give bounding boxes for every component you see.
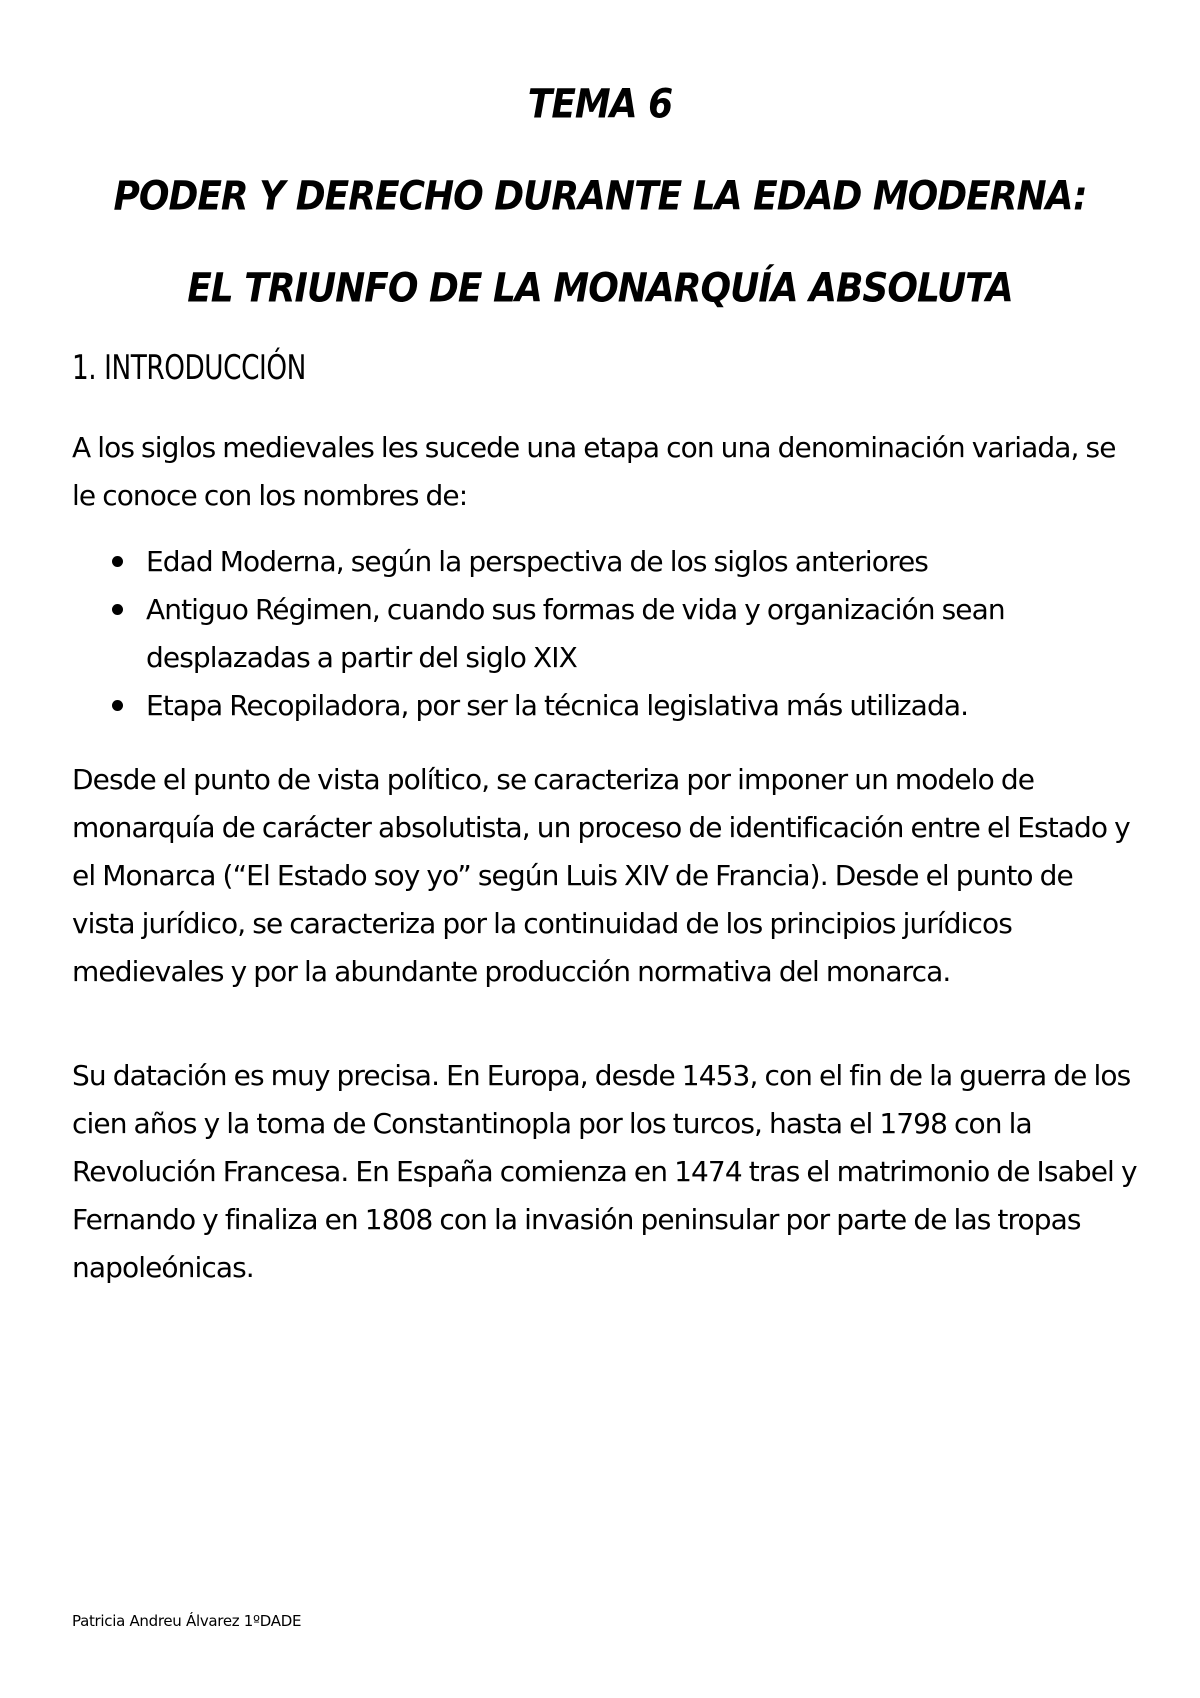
bullet-icon xyxy=(112,604,123,615)
political-paragraph: Desde el punto de vista político, se caracteriza por imponer un modelo de monarquía de carácter absolutista, un proceso de identificación entre el Estado y el Monarca (“El Estado soy yo” según Luis XIV de Francia). Desde el punto de vista jurídico, se caracteriza por la continuidad de los principios jurídicos medievales y por la abundante producción normativa del monarca. xyxy=(72,763,1130,988)
main-title-line2: EL TRIUNFO DE LA MONARQUÍA ABSOLUTA xyxy=(187,265,1013,312)
intro-paragraph: A los siglos medievales les sucede una etapa con una denominación variada, se le conoce con los nombres de: xyxy=(72,431,1116,512)
list-item-text: Edad Moderna, según la perspectiva de los siglos anteriores xyxy=(146,545,928,578)
footer-author: Patricia Andreu Álvarez 1ºDADE xyxy=(72,1612,302,1630)
bullet-icon xyxy=(112,556,123,567)
list-item xyxy=(72,586,1142,682)
list-item xyxy=(72,682,1142,730)
list-item-text: Antiguo Régimen, cuando sus formas de vida y organización sean desplazadas a partir del siglo XIX xyxy=(146,593,1005,674)
list-item xyxy=(72,538,1142,586)
dating-paragraph: Su datación es muy precisa. En Europa, desde 1453, con el fin de la guerra de los cien años y la toma de Constantinopla por los turcos, hasta el 1798 con la Revolución Francesa. En España comienza en 1474 tras el matrimonio de Isabel y Fernando y finaliza en 1808 con la invasión peninsular por parte de las tropas napoleónicas. xyxy=(72,1059,1137,1284)
names-list xyxy=(72,538,1142,730)
bullet-icon xyxy=(112,700,123,711)
section-heading: 1. INTRODUCCIÓN xyxy=(72,348,306,388)
list-item-text: Etapa Recopiladora, por ser la técnica legislativa más utilizada. xyxy=(146,689,969,722)
main-title-line1: PODER Y DERECHO DURANTE LA EDAD MODERNA: xyxy=(113,173,1087,220)
tema-title: TEMA 6 xyxy=(527,81,673,128)
